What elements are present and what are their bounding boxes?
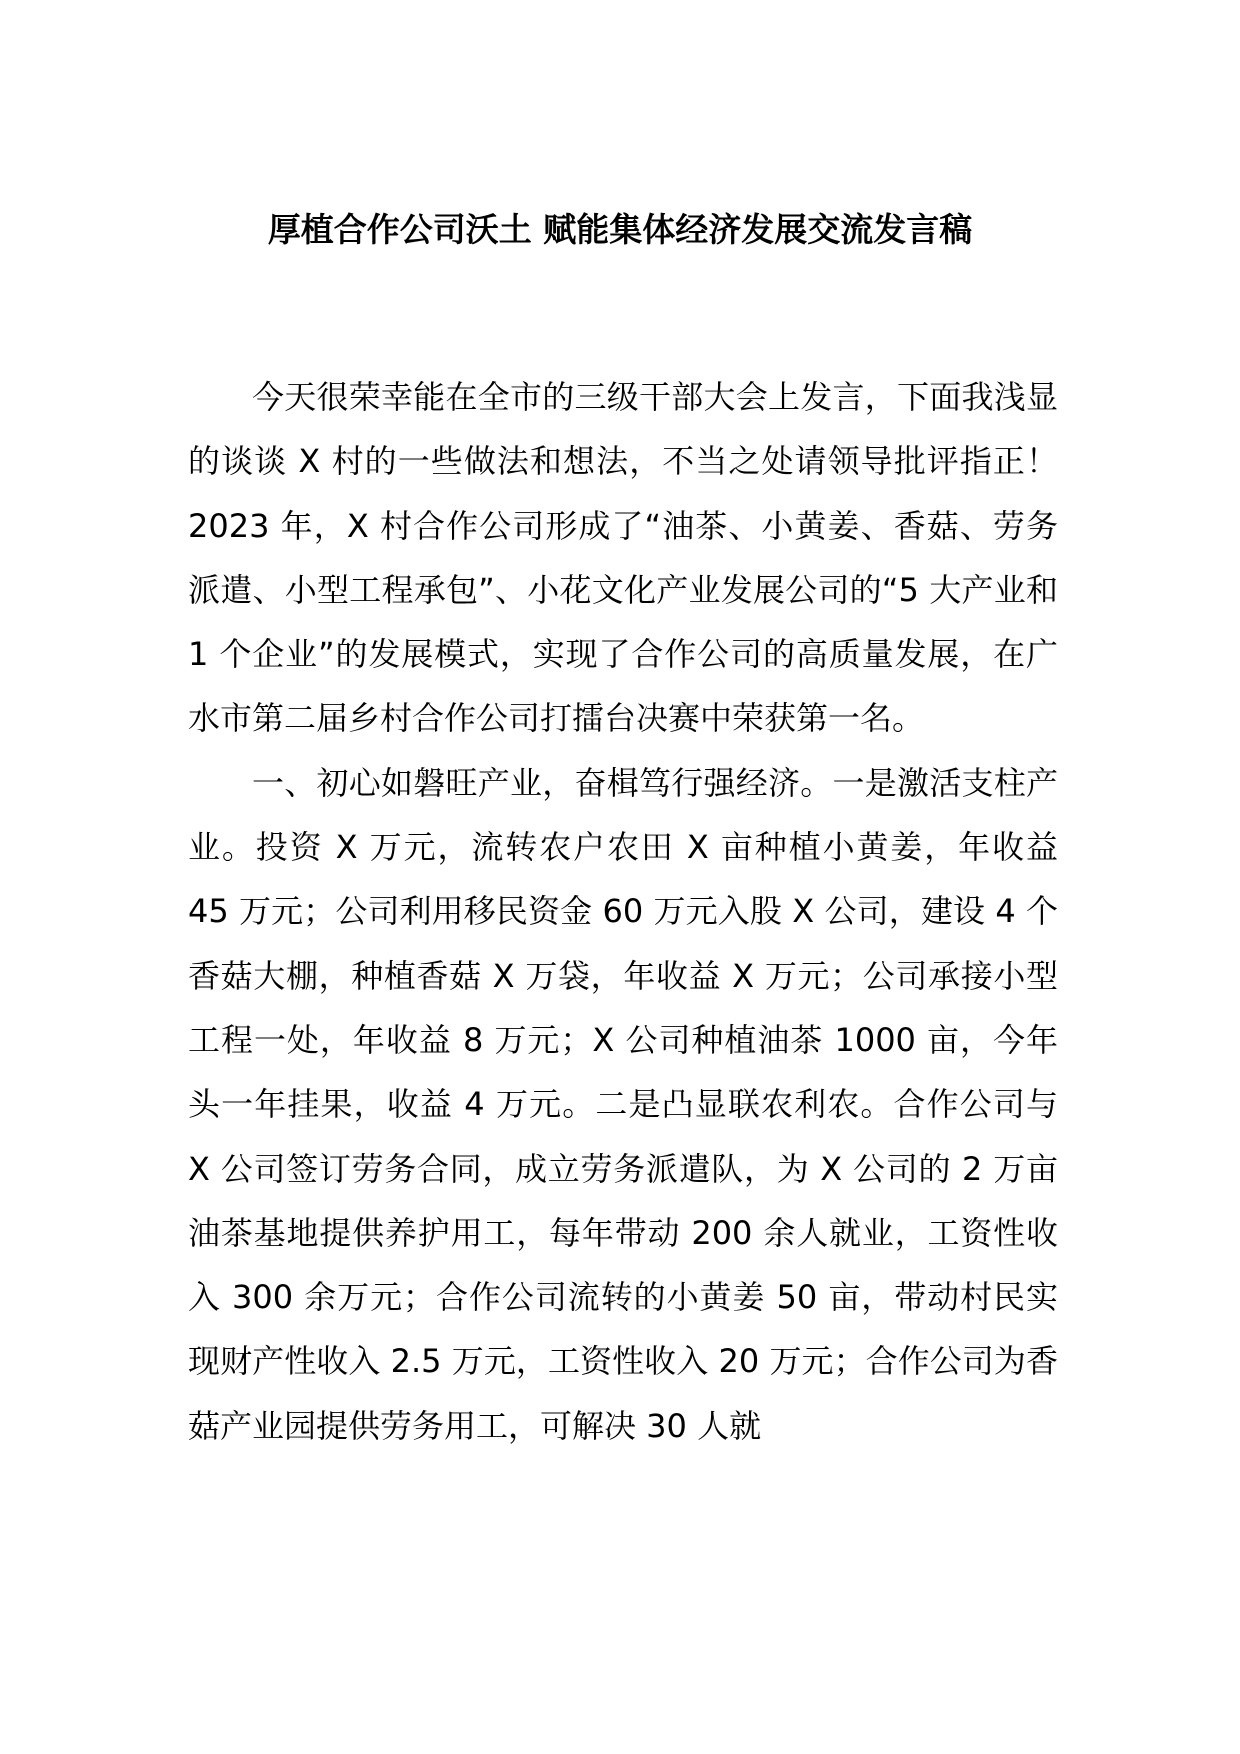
document-title: 厚植合作公司沃土 赋能集体经济发展交流发言稿 — [267, 210, 973, 249]
paragraph-intro: 今天很荣幸能在全市的三级干部大会上发言，下面我浅显的谈谈 X 村的一些做法和想法，不当之处请领导批评指正！2023 年，X 村合作公司形成了“油茶、小黄姜、香菇、劳务派遣、小型工程承包”、小花文化产业发展公司的“5 大产业和 1 个企业”的发展模式，实现了合作公司的高质量发展，在广水市第二届乡村合作公司打擂台决赛中荣获第一名。 — [188, 378, 1058, 738]
paragraph-section-1: 一、初心如磐旺产业，奋楫笃行强经济。一是激活支柱产业。投资 X 万元，流转农户农田 X 亩种植小黄姜，年收益 45 万元；公司利用移民资金 60 万元入股 X 公司，建设 4 个香菇大棚，种植香菇 X 万袋，年收益 X 万元；公司承接小型工程一处，年收益 8 万元；X 公司种植油茶 1000 亩，今年头一年挂果，收益 4 万元。二是凸显联农利农。合作公司与 X 公司签订劳务合同，成立劳务派遣队，为 X 公司的 2 万亩油茶基地提供养护用工，每年带动 200 余人就业，工资性收入 300 余万元；合作公司流转的小黄姜 50 亩，带动村民实现财产性收入 2.5 万元，工资性收入 20 万元；合作公司为香菇产业园提供劳务用工，可解决 30 人就 — [188, 763, 1058, 1445]
document-body — [188, 365, 1058, 1458]
